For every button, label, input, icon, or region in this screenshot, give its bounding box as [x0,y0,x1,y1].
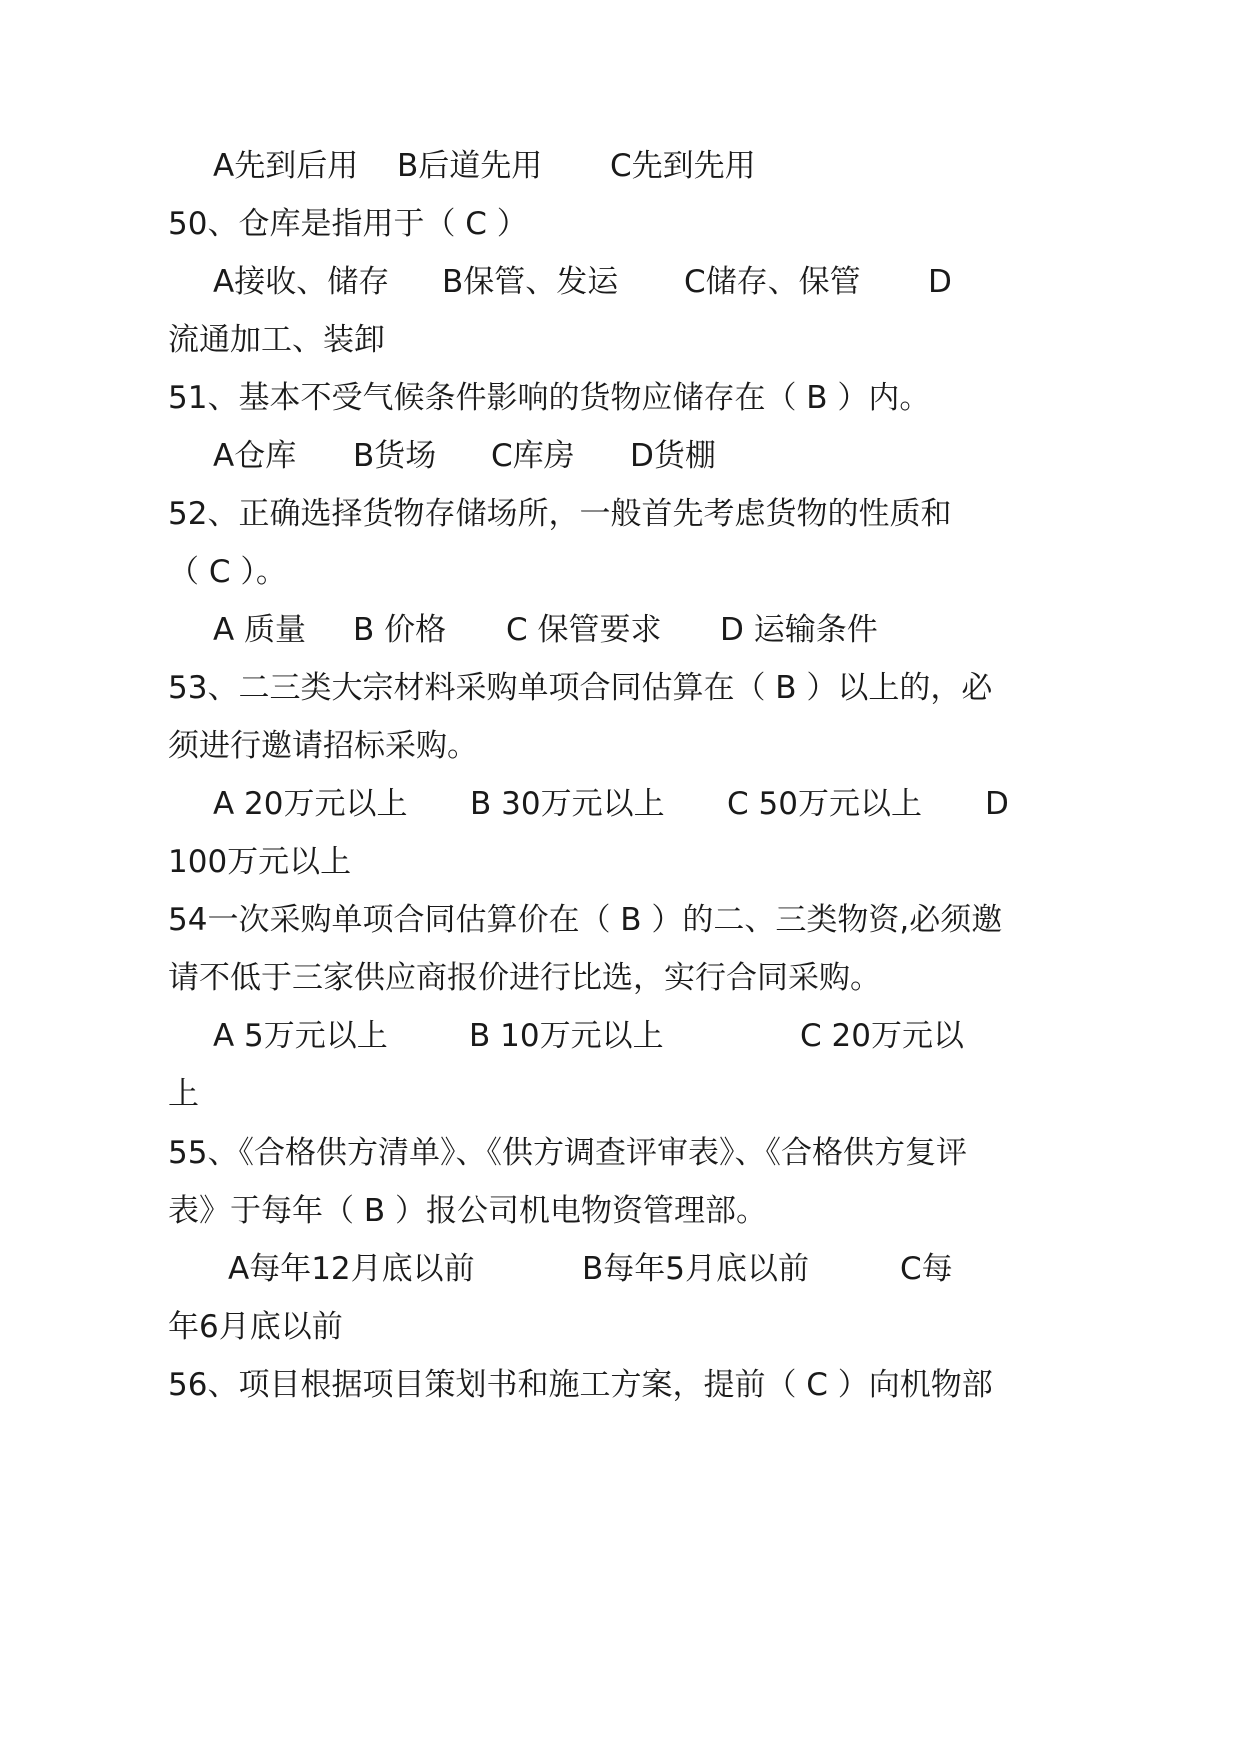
option-c: C储存、保管 [684,264,861,300]
option-d: D [985,786,1009,822]
continuation-text: 流通加工、装卸 [168,322,385,358]
option-c: C 50万元以上 [727,786,922,822]
option-a: A每年12月底以前 [228,1251,475,1287]
question-56: 56、项目根据项目策划书和施工方案，提前（ C ）向机物部 [168,1367,993,1403]
question-50: 50、仓库是指用于（ C ） [168,206,528,242]
continuation-text: 请不低于三家供应商报价进行比选，实行合同采购。 [168,960,881,996]
option-a: A 20万元以上 [213,786,408,822]
option-b: B每年5月底以前 [582,1251,809,1287]
continuation-text: 100万元以上 [168,844,352,880]
question-51: 51、基本不受气候条件影响的货物应储存在（ B ）内。 [168,380,931,416]
option-b: B保管、发运 [442,264,619,300]
option-a: A先到后用 [213,148,359,184]
continuation-text: 上 [168,1076,199,1112]
option-b: B货场 [353,438,437,474]
option-b: B 价格 [353,612,447,648]
option-c: C每 [900,1251,953,1287]
option-a: A仓库 [213,438,297,474]
question-52: 52、正确选择货物存储场所，一般首先考虑货物的性质和 [168,496,952,532]
option-c: C库房 [491,438,575,474]
option-b: B后道先用 [397,148,543,184]
continuation-text: （ C ）。 [168,554,287,590]
option-c: C 20万元以 [800,1018,964,1054]
option-a: A接收、储存 [213,264,390,300]
continuation-text: 年6月底以前 [168,1309,343,1345]
option-d: D [928,264,952,300]
question-54: 54一次采购单项合同估算价在（ B ）的二、三类物资,必须邀 [168,902,1003,938]
option-d: D货棚 [630,438,716,474]
option-c: C先到先用 [610,148,756,184]
continuation-text: 表》于每年（ B ）报公司机电物资管理部。 [168,1193,767,1229]
option-d: D 运输条件 [720,612,878,648]
option-c: C 保管要求 [506,612,662,648]
question-53: 53、二三类大宗材料采购单项合同估算在（ B ）以上的，必 [168,670,993,706]
option-b: B 30万元以上 [470,786,665,822]
option-b: B 10万元以上 [469,1018,664,1054]
option-a: A 质量 [213,612,307,648]
option-a: A 5万元以上 [213,1018,388,1054]
question-55: 55、《合格供方清单》、《供方调查评审表》、《合格供方复评 [168,1135,967,1171]
continuation-text: 须进行邀请招标采购。 [168,728,478,764]
